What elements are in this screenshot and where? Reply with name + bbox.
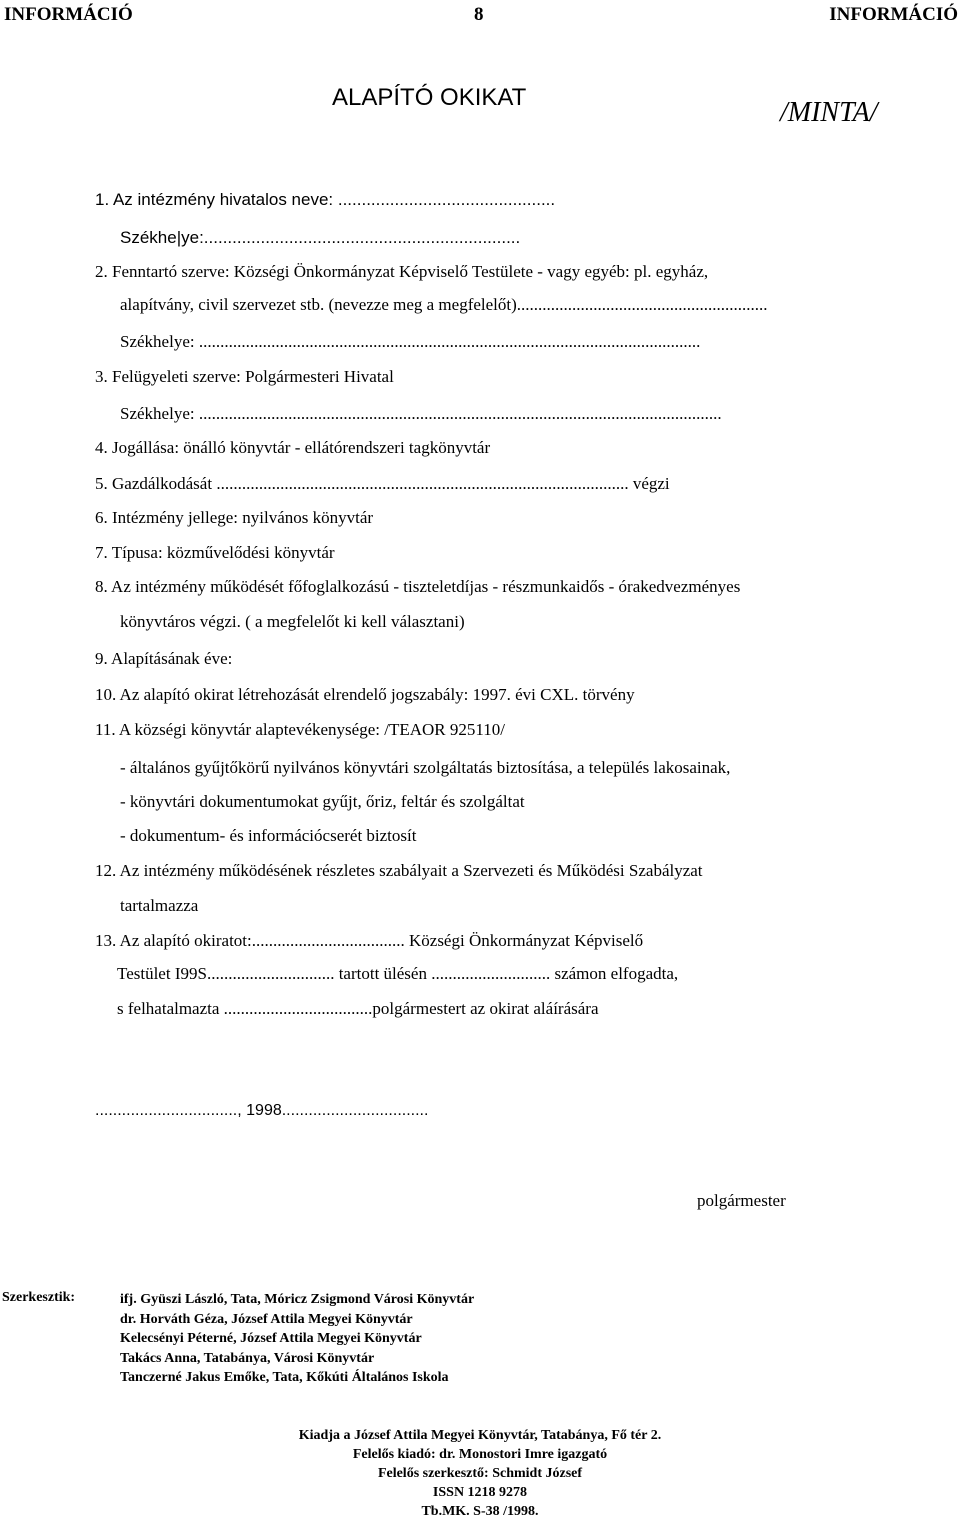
item-12-rules-cont: tartalmazza [120, 896, 199, 915]
running-header-left: INFORMÁCIÓ [4, 4, 133, 25]
publisher-footer [280, 1426, 680, 1521]
item-13-charter-cont: Testület I99S.............................. tartott ülésén ............................ számon elfogadta, [117, 964, 679, 983]
item-13-authorization: s felhatalmazta ...................................polgármestert az okirat aláírására [117, 999, 599, 1018]
item-11-activity-a: - általános gyűjtőkörű nyilvános könyvtári szolgáltatás biztosítása, a település lakosainak, [120, 758, 731, 777]
running-header-right: INFORMÁCIÓ [829, 4, 958, 25]
item-8-staffing: 8. Az intézmény működését főfoglalkozású - tiszteletdíjas - részmunkaidős - órakedvezményes [95, 577, 741, 596]
item-3-seat: Székhelye: ........................................................................................................................... [120, 404, 722, 423]
footer-line: Felelős szerkesztő: Schmidt József [377, 1466, 583, 1481]
item-12-rules: 12. Az intézmény működésének részletes szabályait a Szervezeti és Működési Szabályzat [95, 861, 703, 880]
item-3-supervisor: 3. Felügyeleti szerve: Polgármesteri Hivatal [95, 367, 394, 386]
document-subtitle: /MINTA/ [780, 97, 878, 128]
item-1-seat: Székhe|ye:................................................................... [120, 228, 521, 247]
item-8-staffing-cont: könyvtáros végzi. ( a megfelelőt ki kell választani) [120, 612, 465, 631]
item-4-legal-status: 4. Jogállása: önálló könyvtár - ellátórendszeri tagkönyvtár [95, 438, 491, 457]
page-number: 8 [474, 4, 484, 25]
item-11-activity-c: - dokumentum- és információcserét biztosít [120, 826, 417, 845]
item-2-maintainer: 2. Fenntartó szerve: Községi Önkormányzat Képviselő Testülete - vagy egyéb: pl. egyház, [95, 262, 709, 281]
item-5-management: 5. Gazdálkodását ................................................................................................. végzi [95, 474, 670, 493]
footer-line: Tb.MK. S-38 /1998. [421, 1504, 539, 1519]
document-title: ALAPÍTÓ OKIKAT [332, 84, 527, 111]
footer-line: Felelős kiadó: dr. Monostori Imre igazgató [352, 1447, 608, 1462]
date-line: ................................, 1998................................. [95, 1102, 429, 1119]
editor-name: Tanczerné Jakus Emőke, Tata, Kőkúti Általános Iskola [120, 1370, 449, 1385]
item-10-legal-basis: 10. Az alapító okirat létrehozását elrendelő jogszabály: 1997. évi CXL. törvény [95, 685, 635, 704]
item-7-type: 7. Típusa: közművelődési könyvtár [95, 543, 335, 562]
item-11-core-activity: 11. A községi könyvtár alaptevékenysége: /TEAOR 925110/ [95, 720, 505, 739]
editor-name: ifj. Gyüszi László, Tata, Móricz Zsigmond Városi Könyvtár [120, 1292, 475, 1307]
footer-line: Kiadja a József Attila Megyei Könyvtár, Tatabánya, Fő tér 2. [298, 1428, 662, 1443]
signature-title: polgármester [697, 1191, 786, 1210]
item-11-activity-b: - könyvtári dokumentumokat gyűjt, őriz, feltár és szolgáltat [120, 792, 525, 811]
footer-line: ISSN 1218 9278 [432, 1485, 528, 1500]
editor-name: Kelecsényi Péterné, József Attila Megyei Könyvtár [120, 1331, 422, 1346]
editor-name: dr. Horváth Géza, József Attila Megyei Könyvtár [120, 1311, 413, 1327]
item-2-seat: Székhelye: ...................................................................................................................... [120, 332, 701, 351]
editors-list [120, 1290, 474, 1388]
item-13-charter: 13. Az alapító okiratot:.................................... Községi Önkormányzat Képviselő [95, 931, 644, 950]
item-6-character: 6. Intézmény jellege: nyilvános könyvtár [95, 508, 374, 527]
editors-label: Szerkesztik: [2, 1290, 76, 1305]
editor-name: Takács Anna, Tatabánya, Városi Könyvtár [120, 1350, 375, 1366]
item-1-name: 1. Az intézmény hivatalos neve: .............................................. [95, 190, 556, 209]
item-2-maintainer-cont: alapítvány, civil szervezet stb. (nevezze meg a megfelelőt)........................................................... [120, 295, 768, 314]
item-9-founding-year: 9. Alapításának éve: [95, 649, 233, 668]
